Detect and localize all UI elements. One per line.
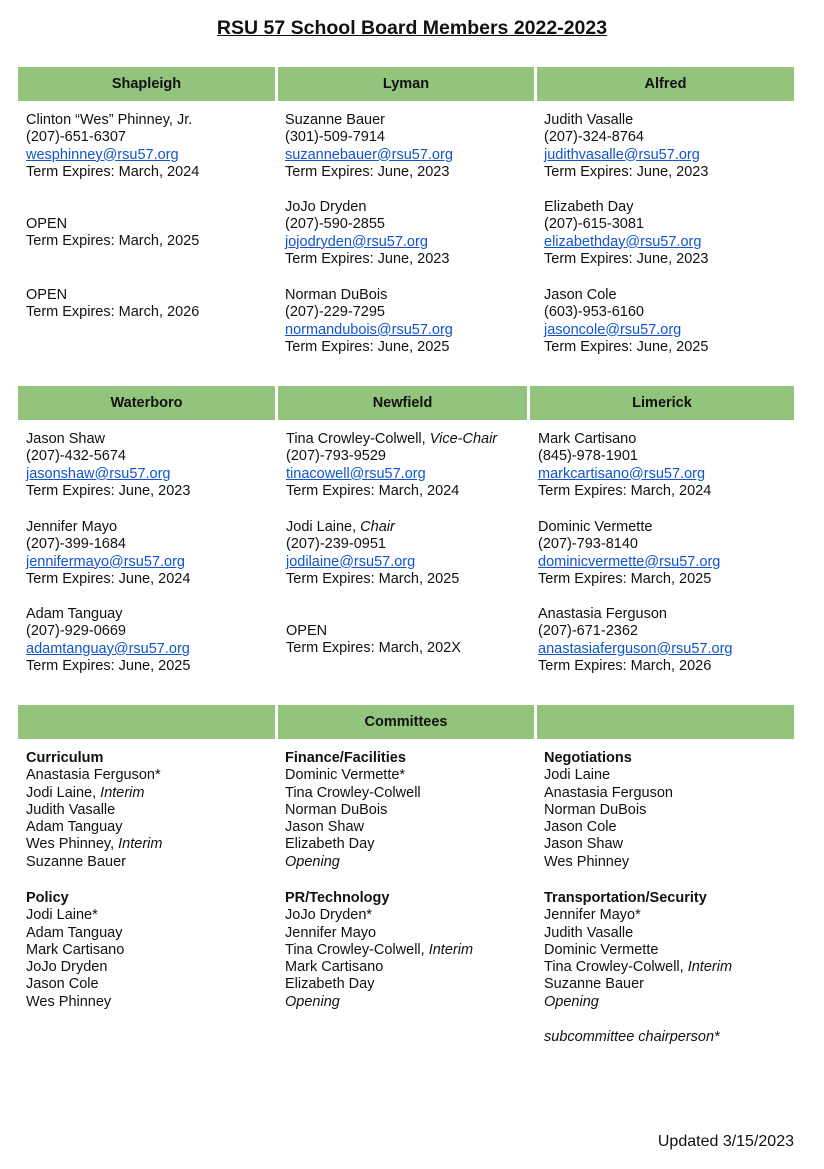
committee-member: Jennifer Mayo* — [544, 907, 641, 924]
committee-member: Jason Cole — [544, 819, 617, 836]
member-term: Term Expires: June, 2023 — [285, 163, 450, 180]
committee-member: Suzanne Bauer — [26, 853, 126, 870]
member-phone: (207)-929-0669 — [26, 623, 126, 640]
member-phone: (207)-671-2362 — [538, 623, 638, 640]
committee-member: JoJo Dryden* — [285, 907, 373, 924]
header-blank-right — [537, 705, 794, 739]
member-name: Adam Tanguay — [26, 606, 123, 622]
member-note: Interim — [428, 941, 474, 958]
member-name: OPEN — [26, 216, 68, 232]
member-term: Term Expires: June, 2025 — [285, 338, 450, 355]
header-waterboro: Waterboro — [18, 386, 275, 420]
member-term: Term Expires: March, 2025 — [286, 570, 460, 587]
member-name: Wes Phinney, — [26, 836, 115, 853]
member-term: Term Expires: March, 2026 — [26, 304, 200, 321]
member-phone: (207)-793-8140 — [538, 536, 638, 553]
member-name: Norman DuBois — [285, 287, 388, 303]
header-shapleigh: Shapleigh — [18, 67, 275, 101]
member-note: Interim — [687, 959, 733, 976]
committee-member — [544, 959, 732, 976]
committee-member: Judith Vasalle — [26, 801, 116, 818]
committee-member: Dominic Vermette — [544, 941, 659, 958]
committee-list — [544, 750, 673, 871]
member-name: Jodi Laine, — [26, 784, 97, 801]
committee-opening: Opening — [544, 993, 599, 1010]
committee-title: Finance/Facilities — [285, 750, 406, 766]
member-phone: (207)-432-5674 — [26, 448, 126, 465]
committee-opening: Opening — [285, 993, 340, 1010]
member-entry — [544, 199, 708, 268]
member-entry — [286, 623, 461, 658]
member-email-link[interactable]: markcartisano@rsu57.org — [538, 465, 706, 482]
member-phone: (207)-590-2855 — [285, 216, 385, 233]
member-phone: (207)-239-0951 — [286, 536, 386, 553]
header-limerick: Limerick — [530, 386, 794, 420]
member-term: Term Expires: March, 202X — [286, 640, 461, 657]
member-entry — [26, 112, 199, 181]
footnote: subcommittee chairperson* — [544, 1029, 720, 1045]
member-note: Interim — [100, 784, 145, 801]
committee-member — [26, 785, 162, 802]
member-name: Tina Crowley-Colwell, — [285, 941, 425, 958]
member-term: Term Expires: June, 2023 — [285, 250, 450, 267]
member-phone: (845)-978-1901 — [538, 448, 638, 465]
committee-member: Jason Cole — [26, 976, 99, 993]
committee-member: Anastasia Ferguson* — [26, 767, 161, 784]
member-phone: (207)-651-6307 — [26, 129, 126, 146]
member-name: Tina Crowley-Colwell, — [544, 959, 684, 976]
member-term: Term Expires: June, 2025 — [26, 657, 191, 674]
committee-member: Jason Shaw — [544, 836, 623, 853]
member-term: Term Expires: March, 2024 — [538, 482, 712, 499]
member-name: Mark Cartisano — [538, 431, 637, 447]
committee-member: Suzanne Bauer — [544, 976, 644, 993]
committee-title: Policy — [26, 890, 69, 906]
header-committees: Committees — [278, 705, 534, 739]
member-name: OPEN — [26, 287, 68, 303]
member-name: Judith Vasalle — [544, 112, 634, 128]
member-term: Term Expires: June, 2024 — [26, 570, 191, 587]
member-entry — [286, 519, 459, 588]
member-name: Elizabeth Day — [544, 199, 634, 215]
member-name: Suzanne Bauer — [285, 112, 385, 128]
member-entry — [538, 519, 720, 588]
member-name: Jodi Laine, — [286, 519, 357, 535]
member-email-link[interactable]: jasoncole@rsu57.org — [544, 321, 682, 338]
member-note: Interim — [118, 836, 163, 853]
member-phone: (207)-615-3081 — [544, 216, 644, 233]
committee-member: Jason Shaw — [285, 819, 364, 836]
committee-member: Norman DuBois — [544, 801, 647, 818]
committee-member — [26, 836, 162, 853]
member-name: OPEN — [286, 623, 328, 639]
page-title: RSU 57 School Board Members 2022-2023 — [216, 17, 608, 39]
member-term: Term Expires: June, 2023 — [26, 482, 191, 499]
member-email-link[interactable]: adamtanguay@rsu57.org — [26, 640, 190, 657]
committee-list — [285, 750, 421, 871]
committee-title: Negotiations — [544, 750, 632, 766]
header-newfield: Newfield — [278, 386, 527, 420]
member-name: Jason Shaw — [26, 431, 105, 447]
committee-opening: Opening — [285, 853, 340, 870]
member-email-link[interactable]: dominicvermette@rsu57.org — [538, 553, 721, 570]
member-entry — [538, 606, 732, 675]
committee-list — [26, 890, 124, 1011]
updated-date: Updated 3/15/2023 — [657, 1133, 794, 1150]
committee-member: Anastasia Ferguson — [544, 784, 673, 801]
committee-member: Judith Vasalle — [544, 924, 634, 941]
member-email-link[interactable]: tinacowell@rsu57.org — [286, 465, 426, 482]
committee-member: Jodi Laine — [544, 767, 611, 784]
committee-member: Norman DuBois — [285, 801, 388, 818]
committee-member: Wes Phinney — [544, 853, 630, 870]
member-phone: (207)-399-1684 — [26, 536, 126, 553]
member-term: Term Expires: March, 2025 — [26, 233, 200, 250]
member-name: JoJo Dryden — [285, 199, 367, 215]
member-email-link[interactable]: jojodryden@rsu57.org — [285, 233, 428, 250]
member-role: Vice-Chair — [429, 431, 498, 447]
member-entry — [285, 112, 453, 181]
member-email-link[interactable]: jodilaine@rsu57.org — [286, 553, 416, 570]
member-email-link[interactable]: jasonshaw@rsu57.org — [26, 465, 171, 482]
member-term: Term Expires: June, 2023 — [544, 163, 709, 180]
member-entry — [538, 431, 711, 500]
member-name: Jennifer Mayo — [26, 519, 118, 535]
member-phone: (301)-509-7914 — [285, 129, 385, 146]
member-entry — [26, 606, 190, 675]
committee-member: Adam Tanguay — [26, 819, 123, 836]
member-name-line — [286, 519, 459, 536]
member-term: Term Expires: March, 2025 — [538, 570, 712, 587]
committee-member: Tina Crowley-Colwell — [285, 784, 421, 801]
committee-title: Transportation/Security — [544, 890, 707, 906]
committee-list — [26, 750, 162, 871]
committee-member: Dominic Vermette* — [285, 767, 406, 784]
committee-member: Mark Cartisano — [285, 959, 384, 976]
member-phone: (207)-324-8764 — [544, 129, 644, 146]
member-entry — [26, 287, 199, 322]
committee-member: Adam Tanguay — [26, 924, 123, 941]
member-term: Term Expires: June, 2025 — [544, 338, 709, 355]
committee-member: Jennifer Mayo — [285, 924, 377, 941]
committee-member: Mark Cartisano — [26, 941, 125, 958]
committee-title: PR/Technology — [285, 890, 390, 906]
header-blank-left — [18, 705, 275, 739]
member-entry — [544, 112, 708, 181]
member-name: Anastasia Ferguson — [538, 606, 667, 622]
member-entry — [544, 287, 708, 356]
member-phone: (207)-229-7295 — [285, 304, 385, 321]
committee-member — [285, 942, 473, 959]
member-name: Jason Cole — [544, 287, 617, 303]
member-role: Chair — [360, 519, 395, 535]
committee-list — [285, 890, 473, 1011]
member-name: Clinton “Wes” Phinney, Jr. — [26, 112, 193, 128]
member-entry — [26, 519, 190, 588]
member-entry — [286, 431, 497, 500]
member-term: Term Expires: March, 2024 — [26, 163, 200, 180]
member-email-link[interactable]: elizabethday@rsu57.org — [544, 233, 702, 250]
committee-list — [544, 890, 732, 1011]
member-phone: (207)-793-9529 — [286, 448, 386, 465]
committee-member: Jodi Laine* — [26, 907, 98, 924]
committee-title: Curriculum — [26, 750, 104, 766]
committee-member: Elizabeth Day — [285, 836, 375, 853]
member-email-link[interactable]: normandubois@rsu57.org — [285, 321, 453, 338]
member-entry — [285, 199, 449, 268]
member-email-link[interactable]: judithvasalle@rsu57.org — [544, 146, 700, 163]
member-term: Term Expires: March, 2024 — [286, 482, 460, 499]
member-email-link[interactable]: suzannebauer@rsu57.org — [285, 146, 453, 163]
member-term: Term Expires: March, 2026 — [538, 657, 712, 674]
header-alfred: Alfred — [537, 67, 794, 101]
header-lyman: Lyman — [278, 67, 534, 101]
member-name-line — [286, 431, 497, 448]
member-email-link[interactable]: wesphinney@rsu57.org — [26, 146, 179, 163]
member-entry — [26, 431, 190, 500]
committee-member: Elizabeth Day — [285, 976, 375, 993]
member-email-link[interactable]: jennifermayo@rsu57.org — [26, 553, 185, 570]
member-email-link[interactable]: anastasiaferguson@rsu57.org — [538, 640, 733, 657]
member-name: Dominic Vermette — [538, 519, 653, 535]
member-entry — [285, 287, 453, 356]
committee-member: Wes Phinney — [26, 993, 112, 1010]
member-term: Term Expires: June, 2023 — [544, 250, 709, 267]
member-name: Tina Crowley-Colwell, — [286, 431, 426, 447]
member-phone: (603)-953-6160 — [544, 304, 644, 321]
committee-member: JoJo Dryden — [26, 959, 108, 976]
member-entry — [26, 216, 199, 251]
